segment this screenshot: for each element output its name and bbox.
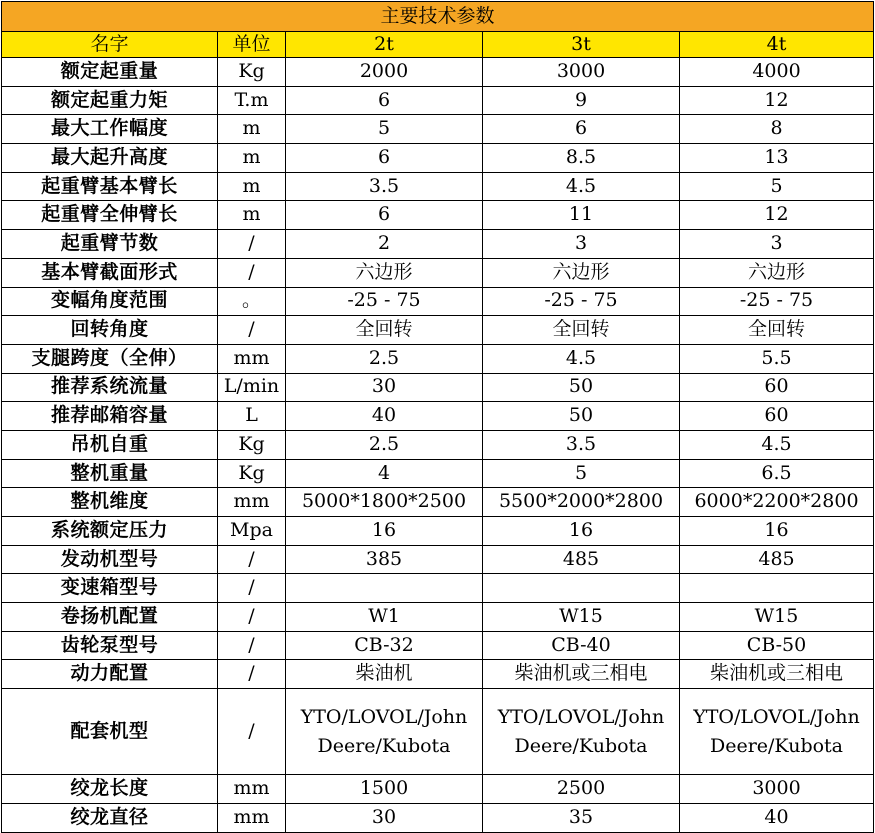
row-value: 柴油机 [286, 660, 483, 689]
header-row [2, 32, 874, 58]
row-value: 2500 [483, 775, 680, 804]
row-unit: / [218, 258, 286, 287]
row-value: 30 [286, 373, 483, 402]
table-row [2, 488, 874, 517]
row-name: 绞龙长度 [2, 775, 218, 804]
table-title: 主要技术参数 [2, 2, 874, 32]
row-value: 2.5 [286, 430, 483, 459]
table-row [2, 689, 874, 775]
row-value: 5 [286, 115, 483, 144]
row-value: 60 [680, 402, 874, 431]
table-row [2, 574, 874, 603]
header-model-2t: 2t [286, 32, 483, 58]
row-value: 柴油机或三相电 [483, 660, 680, 689]
row-value: W15 [483, 603, 680, 632]
header-unit: 单位 [218, 32, 286, 58]
row-value [286, 574, 483, 603]
row-value: 50 [483, 402, 680, 431]
table-row [2, 373, 874, 402]
row-value: 485 [483, 545, 680, 574]
row-unit: mm [218, 775, 286, 804]
table-row [2, 258, 874, 287]
row-value: 5 [483, 459, 680, 488]
row-unit: Kg [218, 58, 286, 87]
row-name: 基本臂截面形式 [2, 258, 218, 287]
row-value: 六边形 [286, 258, 483, 287]
row-unit: / [218, 689, 286, 775]
row-unit: m [218, 172, 286, 201]
table-row [2, 660, 874, 689]
row-name: 最大起升高度 [2, 144, 218, 173]
row-value: 4.5 [680, 430, 874, 459]
table-row [2, 402, 874, 431]
row-value: 全回转 [483, 316, 680, 345]
row-value: -25 - 75 [286, 287, 483, 316]
row-name: 系统额定压力 [2, 517, 218, 546]
row-name: 支腿跨度（全伸） [2, 344, 218, 373]
row-value: 5.5 [680, 344, 874, 373]
table-row [2, 287, 874, 316]
row-value [680, 574, 874, 603]
row-value: 3000 [483, 58, 680, 87]
row-value: 4.5 [483, 344, 680, 373]
row-value: 16 [483, 517, 680, 546]
row-value: 6 [286, 144, 483, 173]
row-name: 起重臂基本臂长 [2, 172, 218, 201]
row-value: 16 [680, 517, 874, 546]
row-value: 11 [483, 201, 680, 230]
row-value: 40 [286, 402, 483, 431]
row-value: 4.5 [483, 172, 680, 201]
row-name: 整机重量 [2, 459, 218, 488]
table-row [2, 316, 874, 345]
row-value: 6000*2200*2800 [680, 488, 874, 517]
row-unit: / [218, 631, 286, 660]
row-value: 六边形 [680, 258, 874, 287]
row-name: 额定起重力矩 [2, 86, 218, 115]
table-row [2, 201, 874, 230]
row-name: 推荐系统流量 [2, 373, 218, 402]
row-value: 8.5 [483, 144, 680, 173]
row-unit: / [218, 574, 286, 603]
table-row [2, 459, 874, 488]
row-value: 485 [680, 545, 874, 574]
table-row [2, 230, 874, 259]
table-row [2, 517, 874, 546]
row-value: YTO/LOVOL/John Deere/Kubota [680, 689, 874, 775]
row-value: 2 [286, 230, 483, 259]
row-value: 3 [483, 230, 680, 259]
header-model-3t: 3t [483, 32, 680, 58]
row-unit: m [218, 115, 286, 144]
row-value: CB-50 [680, 631, 874, 660]
row-value: 40 [680, 803, 874, 832]
table-row [2, 430, 874, 459]
row-name: 变幅角度范围 [2, 287, 218, 316]
row-value: 2.5 [286, 344, 483, 373]
row-name: 齿轮泵型号 [2, 631, 218, 660]
row-unit: T.m [218, 86, 286, 115]
row-value: 50 [483, 373, 680, 402]
spec-table [1, 1, 874, 833]
row-name: 整机维度 [2, 488, 218, 517]
row-value: 六边形 [483, 258, 680, 287]
row-value: 5000*1800*2500 [286, 488, 483, 517]
row-unit: / [218, 603, 286, 632]
row-name: 绞龙直径 [2, 803, 218, 832]
table-row [2, 115, 874, 144]
row-unit: mm [218, 803, 286, 832]
row-value: 13 [680, 144, 874, 173]
row-value: 3000 [680, 775, 874, 804]
table-row [2, 86, 874, 115]
row-value: -25 - 75 [680, 287, 874, 316]
row-value: 柴油机或三相电 [680, 660, 874, 689]
row-unit: / [218, 316, 286, 345]
row-value: 385 [286, 545, 483, 574]
row-name: 额定起重量 [2, 58, 218, 87]
row-value: 2000 [286, 58, 483, 87]
row-value: CB-32 [286, 631, 483, 660]
row-name: 回转角度 [2, 316, 218, 345]
table-row [2, 144, 874, 173]
row-value: CB-40 [483, 631, 680, 660]
row-value: 全回转 [286, 316, 483, 345]
row-unit: 。 [218, 287, 286, 316]
table-row [2, 603, 874, 632]
row-unit: m [218, 144, 286, 173]
row-unit: / [218, 230, 286, 259]
row-value: 6 [483, 115, 680, 144]
row-value: 5 [680, 172, 874, 201]
row-value: 4 [286, 459, 483, 488]
row-name: 动力配置 [2, 660, 218, 689]
row-value: 8 [680, 115, 874, 144]
row-value: 60 [680, 373, 874, 402]
table-row [2, 172, 874, 201]
row-value: 12 [680, 201, 874, 230]
row-value: YTO/LOVOL/John Deere/Kubota [286, 689, 483, 775]
row-value: 30 [286, 803, 483, 832]
row-unit: / [218, 660, 286, 689]
row-unit: m [218, 201, 286, 230]
row-value: 6 [286, 201, 483, 230]
table-row [2, 58, 874, 87]
row-unit: mm [218, 488, 286, 517]
row-value: 35 [483, 803, 680, 832]
header-name: 名字 [2, 32, 218, 58]
table-row [2, 631, 874, 660]
row-name: 推荐邮箱容量 [2, 402, 218, 431]
row-unit: Kg [218, 459, 286, 488]
row-unit: mm [218, 344, 286, 373]
row-value: 全回转 [680, 316, 874, 345]
row-value: 5500*2000*2800 [483, 488, 680, 517]
row-value: 3.5 [483, 430, 680, 459]
row-unit: / [218, 545, 286, 574]
row-value: W1 [286, 603, 483, 632]
row-unit: Kg [218, 430, 286, 459]
row-value: 6.5 [680, 459, 874, 488]
row-name: 变速箱型号 [2, 574, 218, 603]
table-row [2, 344, 874, 373]
row-value: 12 [680, 86, 874, 115]
row-unit: L [218, 402, 286, 431]
row-name: 起重臂节数 [2, 230, 218, 259]
row-value: YTO/LOVOL/John Deere/Kubota [483, 689, 680, 775]
row-name: 发动机型号 [2, 545, 218, 574]
row-value: 6 [286, 86, 483, 115]
row-name: 配套机型 [2, 689, 218, 775]
spec-body [2, 58, 874, 833]
row-name: 卷扬机配置 [2, 603, 218, 632]
row-value: -25 - 75 [483, 287, 680, 316]
row-value: 3 [680, 230, 874, 259]
table-row [2, 803, 874, 832]
row-value [483, 574, 680, 603]
header-model-4t: 4t [680, 32, 874, 58]
row-name: 吊机自重 [2, 430, 218, 459]
row-name: 最大工作幅度 [2, 115, 218, 144]
row-unit: L/min [218, 373, 286, 402]
table-row [2, 545, 874, 574]
table-row [2, 775, 874, 804]
row-value: 3.5 [286, 172, 483, 201]
row-value: 4000 [680, 58, 874, 87]
row-unit: Mpa [218, 517, 286, 546]
row-value: 1500 [286, 775, 483, 804]
row-value: W15 [680, 603, 874, 632]
row-value: 16 [286, 517, 483, 546]
row-name: 起重臂全伸臂长 [2, 201, 218, 230]
row-value: 9 [483, 86, 680, 115]
